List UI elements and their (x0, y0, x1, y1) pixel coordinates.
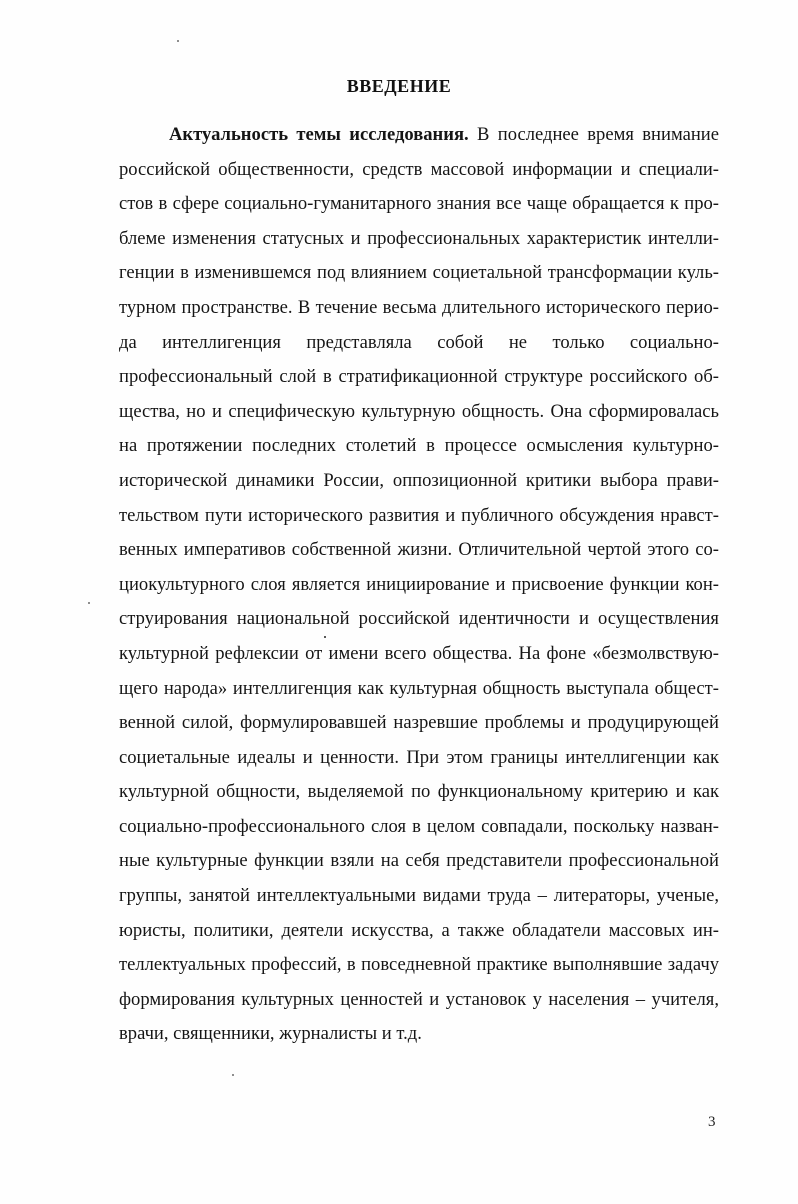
text-line: формирования культурных ценностей и установок у населения – учителя, (119, 988, 719, 1010)
text-line: культурной общности, выделяемой по функциональному критерию и как (119, 781, 719, 803)
text-line: российской общественности, средств массовой информации и специали- (119, 158, 719, 180)
scan-speck (177, 40, 179, 42)
body-paragraph (119, 118, 719, 1052)
text-line: да интеллигенция представляла собой не только социально- (119, 331, 719, 353)
first-line-text: В последнее время внимание (468, 124, 719, 145)
text-line: щего народа» интеллигенция как культурная общность выступала общест- (119, 677, 719, 699)
scan-speck (324, 636, 326, 638)
text-line: генции в изменившемся под влиянием социетальной трансформации куль- (119, 262, 719, 284)
text-line: врачи, священники, журналисты и т.д. (119, 1023, 422, 1045)
text-line: тельством пути исторического развития и публичного обсуждения нравст- (119, 504, 719, 526)
text-line: юристы, политики, деятели искусства, а также обладатели массовых ин- (119, 919, 719, 941)
text-line: циокультурного слоя является инициирование и присвоение функции кон- (119, 573, 719, 595)
text-line: венных императивов собственной жизни. Отличительной чертой этого со- (119, 539, 719, 561)
text-line: социально-профессионального слоя в целом совпадали, поскольку назван- (119, 815, 719, 837)
section-heading: ВВЕДЕНИЕ (346, 76, 452, 96)
scan-speck (232, 1074, 234, 1076)
text-line: теллектуальных профессий, в повседневной практике выполнявшие задачу (119, 954, 719, 976)
text-line: культурной рефлексии от имени всего общества. На фоне «безмолвствую- (119, 642, 719, 664)
text-line: стов в сфере социально-гуманитарного знания все чаще обращается к про- (119, 193, 719, 215)
text-line: социетальные идеалы и ценности. При этом границы интеллигенции как (119, 746, 719, 768)
text-line: турном пространстве. В течение весьма длительного исторического перио- (119, 296, 719, 318)
text-line: венной силой, формулировавшей назревшие проблемы и продуцирующей (119, 712, 719, 734)
text-line: струирования национальной российской идентичности и осуществления (119, 608, 719, 630)
scan-speck (88, 602, 90, 604)
text-line: ные культурные функции взяли на себя представители профессиональной (119, 850, 719, 872)
text-line: группы, занятой интеллектуальными видами труда – литераторы, ученые, (119, 885, 719, 907)
text-line (119, 118, 719, 153)
page-number: 3 (708, 1114, 716, 1130)
text-line: на протяжении последних столетий в процессе осмысления культурно- (119, 435, 719, 457)
text-line: профессиональный слой в стратификационной структуре российского об- (119, 366, 719, 388)
text-line: щества, но и специфическую культурную общность. Она сформировалась (119, 400, 719, 422)
paragraph-lead: Актуальность темы исследования. (169, 124, 469, 145)
text-line: исторической динамики России, оппозиционной критики выбора прави- (119, 469, 719, 491)
text-line: блеме изменения статусных и профессиональных характеристик интелли- (119, 227, 719, 249)
